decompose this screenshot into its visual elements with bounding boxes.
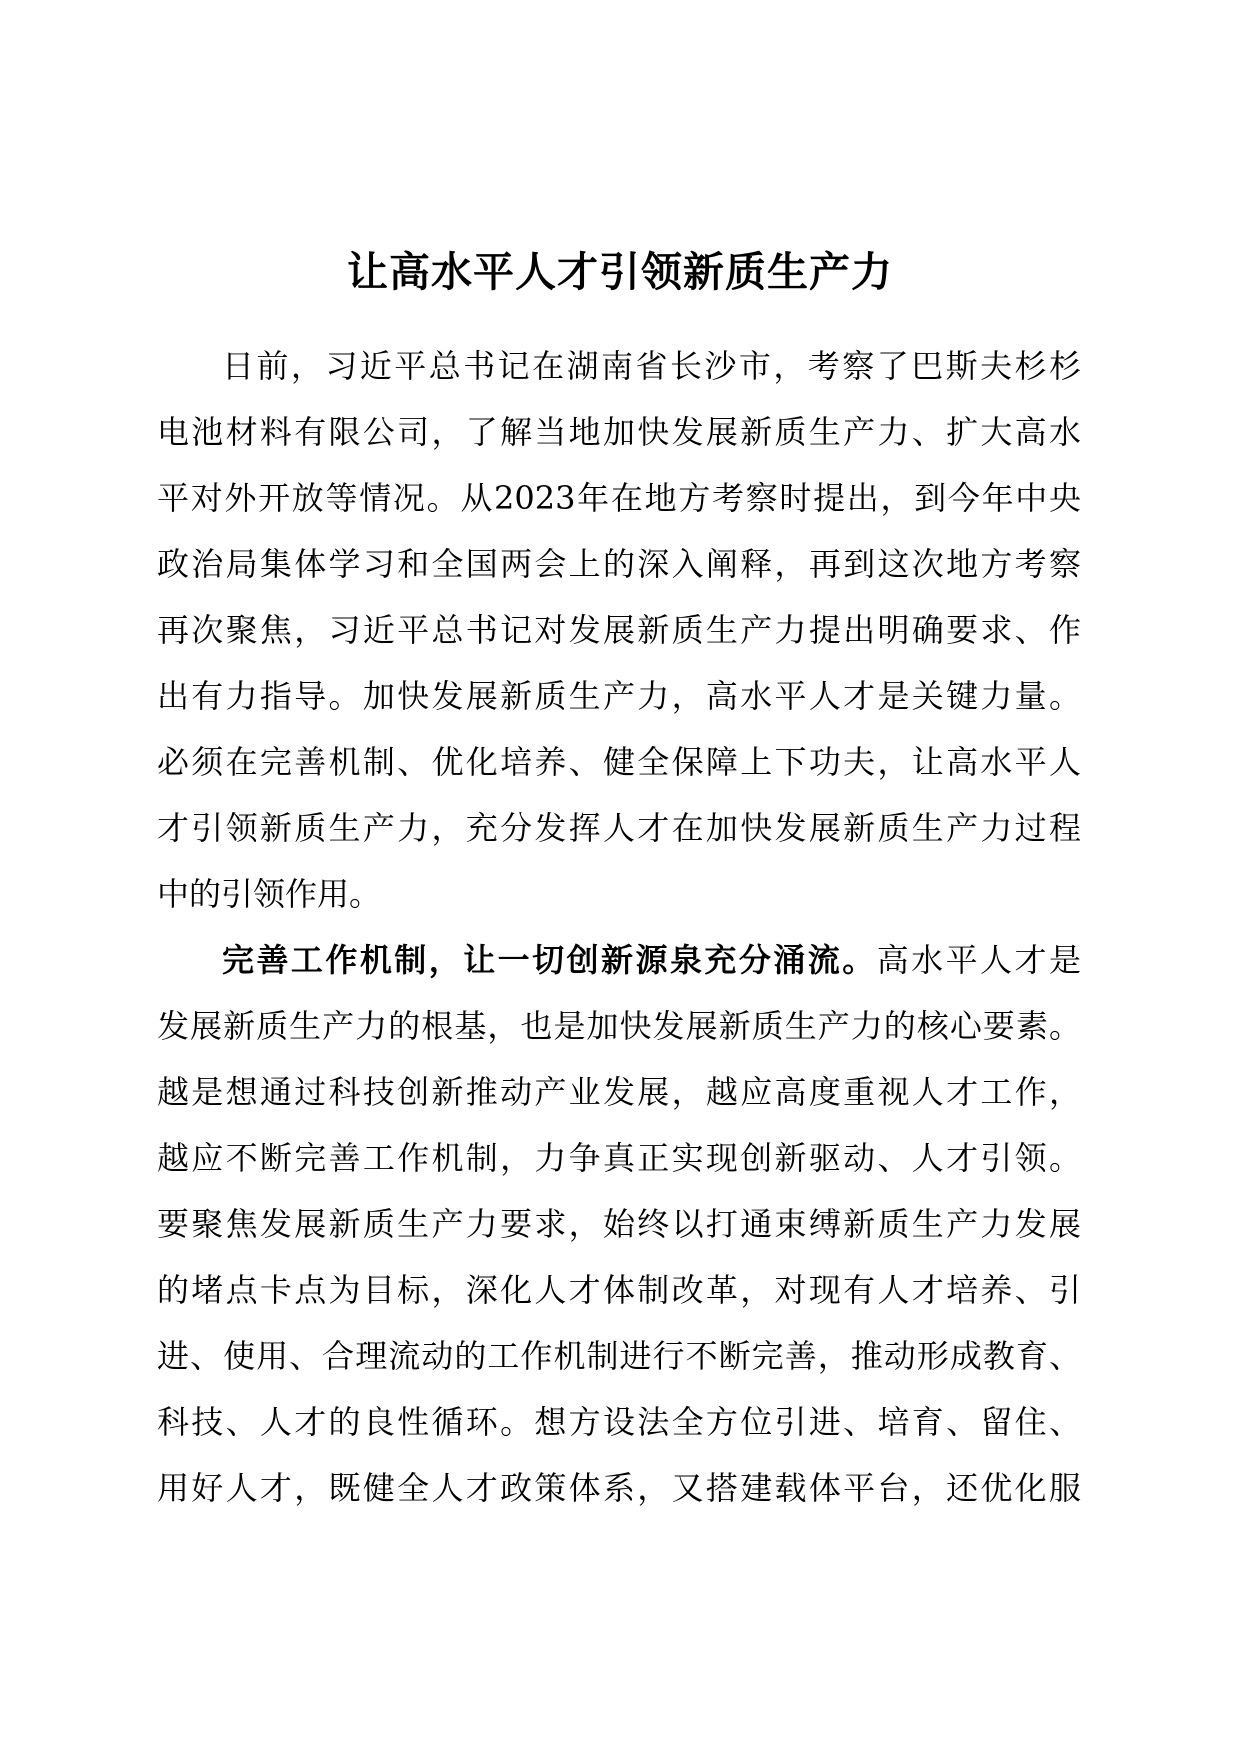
paragraph-line: 科技、人才的良性循环。想方设法全方位引进、培育、留住、 [157,1403,1081,1441]
paragraph-line: 平对外开放等情况。从2023年在地方考察时提出，到今年中央 [157,479,1081,517]
paragraph-line: 再次聚焦，习近平总书记对发展新质生产力提出明确要求、作 [157,611,1081,649]
paragraph-line: 越应不断完善工作机制，力争真正实现创新驱动、人才引领。 [157,1139,1081,1177]
paragraph-line: 中的引领作用。 [157,875,382,913]
paragraph-line: 发展新质生产力的根基，也是加快发展新质生产力的核心要素。 [157,1007,1081,1045]
document-title: 让高水平人才引领新质生产力 [347,248,893,296]
paragraph-heading: 完善工作机制，让一切创新源泉充分涌流。 [222,941,877,979]
paragraph-line: 的堵点卡点为目标，深化人才体制改革，对现有人才培养、引 [157,1271,1081,1309]
paragraph-line [222,927,1081,993]
paragraph-line: 电池材料有限公司，了解当地加快发展新质生产力、扩大高水 [157,413,1081,451]
paragraph-line: 政治局集体学习和全国两会上的深入阐释，再到这次地方考察 [157,545,1081,583]
paragraph-line: 才引领新质生产力，充分发挥人才在加快发展新质生产力过程 [157,809,1081,847]
paragraph-line: 进、使用、合理流动的工作机制进行不断完善，推动形成教育、 [157,1337,1081,1375]
paragraph-line: 越是想通过科技创新推动产业发展，越应高度重视人才工作， [157,1073,1081,1111]
paragraph-line: 用好人才，既健全人才政策体系，又搭建载体平台，还优化服 [157,1469,1081,1507]
paragraph-text: 高水平人才是 [876,941,1081,979]
paragraph-line: 要聚焦发展新质生产力要求，始终以打通束缚新质生产力发展 [157,1205,1081,1243]
paragraph-line: 必须在完善机制、优化培养、健全保障上下功夫，让高水平人 [157,743,1081,781]
paragraph-line: 出有力指导。加快发展新质生产力，高水平人才是关键力量。 [157,677,1081,715]
paragraph-line: 日前，习近平总书记在湖南省长沙市，考察了巴斯夫杉杉 [222,347,1081,385]
